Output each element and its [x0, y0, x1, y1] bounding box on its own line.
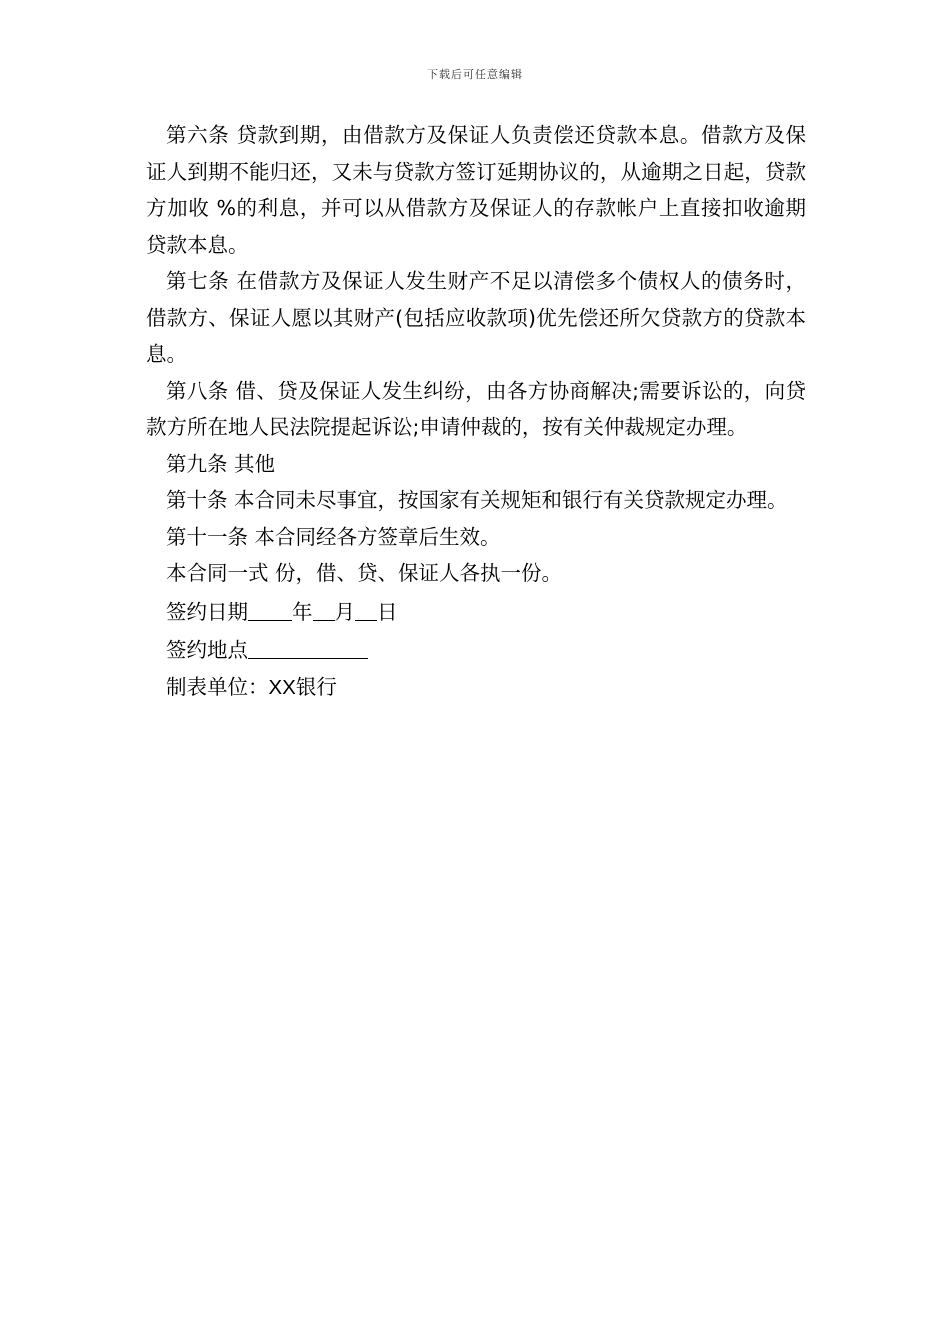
clause-11: 第十一条 本合同经各方签章后生效。: [166, 524, 501, 549]
month-label: 月: [334, 599, 355, 624]
maker-line: [146, 669, 806, 707]
signing-date-label: 签约日期: [166, 599, 248, 624]
clause-6: 第六条 贷款到期，由借款方及保证人负责偿还贷款本息。借款方及保证人到期不能归还，又未与贷款方签订延期协议的，从逾期之日起，贷款方加收 %的利息，并可以从借款方及保证人的存款帐户上直接扣收逾期贷款本息。: [146, 123, 806, 257]
day-label: 日: [377, 599, 398, 624]
copies-statement: 本合同一式 份，借、贷、保证人各执一份。: [166, 561, 563, 585]
clause-7: 第七条 在借款方及保证人发生财产不足以清偿多个债权人的债务时，借款方、保证人愿以其财产(包括应收款项)优先偿还所欠贷款方的贷款本息。: [146, 269, 806, 366]
signing-place-label: 签约地点: [166, 638, 248, 662]
place-blank: [248, 632, 368, 659]
month-blank: [313, 594, 335, 621]
maker-value: XX银行: [268, 675, 337, 699]
day-blank: [355, 594, 377, 621]
contract-body: [146, 117, 806, 706]
signing-date-line: [146, 592, 806, 631]
year-blank: [248, 594, 292, 621]
year-label: 年: [292, 599, 313, 624]
page-header-note: 下载后可任意编辑: [427, 68, 523, 81]
clause-9: 第九条 其他: [166, 451, 276, 476]
clause-10: 第十条 本合同未尽事宜，按国家有关规矩和银行有关贷款规定办理。: [166, 488, 788, 512]
maker-label: 制表单位：: [166, 674, 269, 699]
signing-place-line: [146, 630, 806, 669]
clause-8: 第八条 借、贷及保证人发生纠纷，由各方协商解决;需要诉讼的，向贷款方所在地人民法院提起诉讼;申请仲裁的，按有关仲裁规定办理。: [146, 378, 806, 439]
